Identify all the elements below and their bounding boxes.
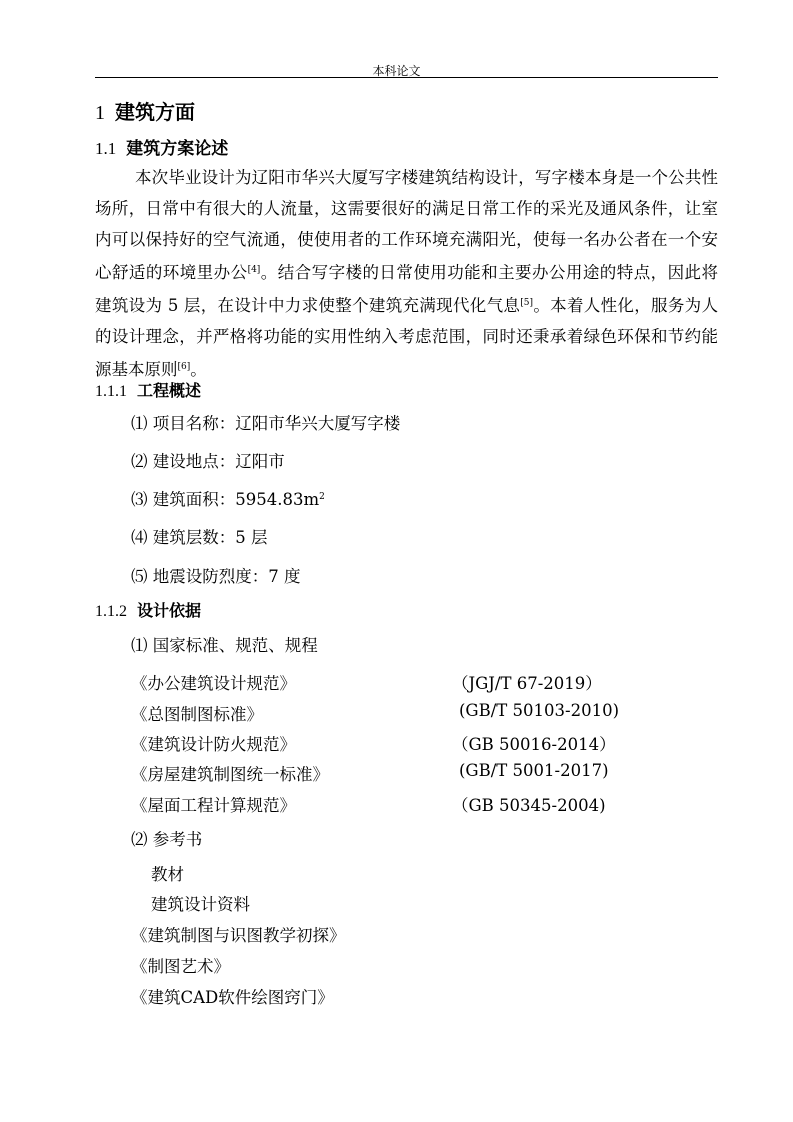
area-superscript: 2 [319,492,325,502]
section-1-1-2-heading [95,598,201,621]
section-1-1-number: 1.1 [95,139,117,158]
standard-code: （GB 50345-2004) [452,796,606,815]
section-1-1-2-number: 1.1.2 [95,603,127,620]
section-1-title: 建筑方面 [115,100,195,124]
overview-item: ⑵ 建设地点：辽阳市 [131,452,285,471]
standard-name: 《屋面工程计算规范》 [131,796,296,815]
reference-item: 《制图艺术》 [131,957,230,976]
intro-paragraph [95,162,718,385]
reference-item: 建筑设计资料 [151,895,250,914]
section-1-1-title: 建筑方案论述 [126,139,229,159]
standard-name: 《房屋建筑制图统一标准》 [131,765,329,784]
citation-6: [6] [177,362,191,372]
section-1-1-1-number: 1.1.1 [95,383,127,400]
overview-item: ⑸ 地震设防烈度：7 度 [131,567,301,586]
citation-4: [4] [247,265,261,275]
section-1-1-heading [95,134,228,159]
intro-text-3: 。本着人性化，服务为人的设计理念，并严格将功能的实用性纳入考虑范围，同时还秉承着绿色环保和节约能源基本原则 [95,296,718,379]
overview-item: ⑴ 项目名称：辽阳市华兴大厦写字楼 [131,414,401,433]
reference-item: 《建筑CAD软件绘图窍门》 [131,988,334,1007]
section-1-number: 1 [95,102,105,124]
basis-item-standards: ⑴ 国家标准、规范、规程 [131,636,318,655]
reference-item: 教材 [151,865,184,884]
section-1-1-2-title: 设计依据 [137,601,202,620]
header-rule [95,77,718,78]
overview-item [131,486,325,510]
intro-text-2: 。结合写字楼的日常使用功能和主要办公用途的特点，因此将建筑设为 5 层，在设计中力求使整个建筑充满现代化气息 [95,263,719,315]
standard-name: 《建筑设计防火规范》 [131,735,296,754]
standard-code: （GB 50016-2014） [452,735,616,754]
intro-text-4: 。 [190,360,207,379]
section-1-1-1-title: 工程概述 [137,381,202,400]
intro-text-1: 本次毕业设计为辽阳市华兴大厦写字楼建筑结构设计，写字楼本身是一个公共性场所，日常中有很大的人流量，这需要很好的满足日常工作的采光及通风条件，让室内可以保持好的空气流通，使使用者的工作环境充满阳光，使每一名办公者在一个安心舒适的环境里办公 [95,168,718,282]
standard-code: (GB/T 5001-2017) [459,761,609,780]
standard-name: 《办公建筑设计规范》 [131,674,296,693]
standard-name: 《总图制图标准》 [131,705,263,724]
basis-item-references: ⑵ 参考书 [131,830,203,849]
reference-item: 《建筑制图与识图教学初探》 [131,926,346,945]
section-1-1-1-heading [95,378,201,401]
running-header: 本科论文 [372,64,421,78]
standard-code: （JGJ/T 67-2019） [452,674,602,693]
citation-5: [5] [520,298,533,308]
overview-item: ⑷ 建筑层数：5 层 [131,528,268,547]
overview-area-text: ⑶ 建筑面积：5954.83m [131,490,320,509]
section-1-heading [95,96,195,125]
standard-code: (GB/T 50103-2010) [459,701,620,720]
